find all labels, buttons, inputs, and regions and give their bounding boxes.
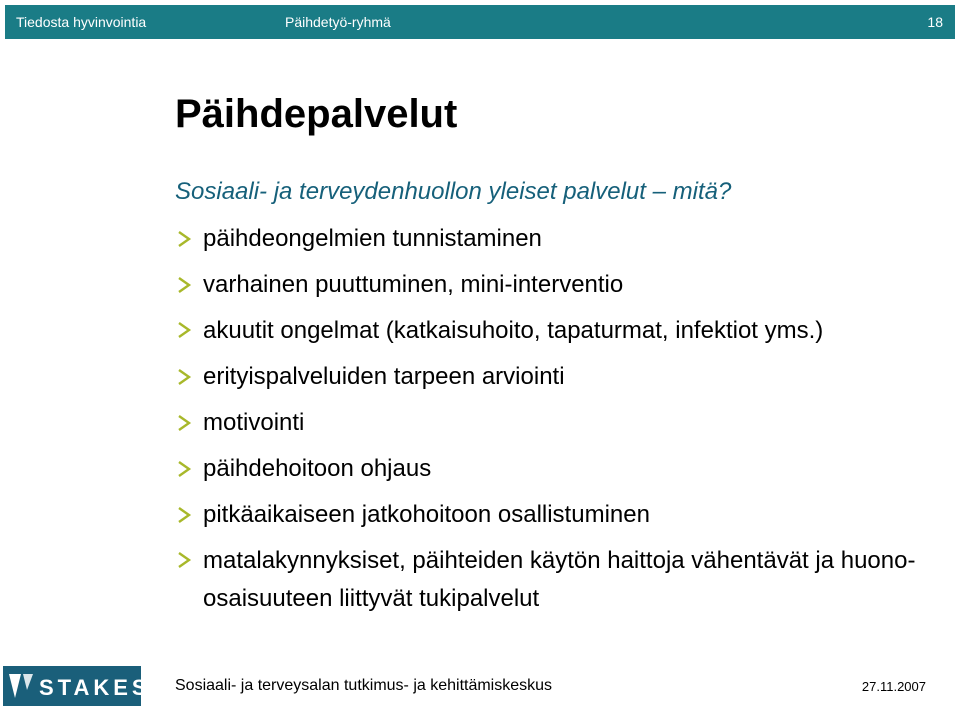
arrow-bullet-icon [175,321,193,339]
bullet-text: päihdehoitoon ohjaus [203,455,432,482]
footer-organization: Sosiaali- ja terveysalan tutkimus- ja kehittämiskeskus [175,677,553,694]
stakes-logo [3,666,141,706]
arrow-bullet-icon [175,276,193,294]
bullet-text: pitkäaikaiseen jatkohoitoon osallistuminen [203,501,650,528]
bullet-item [175,358,935,396]
slide-title: Päihdepalvelut [175,92,458,136]
arrow-bullet-icon [175,551,193,569]
bullet-item [175,404,935,442]
bullet-text: motivointi [203,409,305,436]
arrow-bullet-icon [175,414,193,432]
arrow-bullet-icon [175,460,193,478]
arrow-bullet-icon [175,506,193,524]
bullet-item [175,312,935,350]
bullet-text: matalakynnyksiset, päihteiden käytön haittoja vähentävät ja huono-osaisuuteen liittyvät tukipalvelut [203,547,916,612]
bullet-item [175,266,935,304]
bullet-text: akuutit ongelmat (katkaisuhoito, tapaturmat, infektiot yms.) [203,317,824,344]
bullet-text: päihdeongelmien tunnistaminen [203,225,542,252]
bullet-list [175,220,935,626]
arrow-bullet-icon [175,368,193,386]
bullet-item [175,542,935,618]
page-number: 18 [927,14,943,30]
header-center-text: Päihdetyö-ryhmä [285,14,391,30]
header-bar [5,5,955,39]
slide-subtitle: Sosiaali- ja terveydenhuollon yleiset palvelut – mitä? [175,178,732,205]
header-left-text: Tiedosta hyvinvointia [16,14,147,30]
bullet-item [175,450,935,488]
bullet-item [175,496,935,534]
logo-text: STAKES [39,675,141,700]
bullet-item [175,220,935,258]
bullet-text: varhainen puuttuminen, mini-interventio [203,271,624,298]
footer-date: 27.11.2007 [861,679,926,694]
arrow-bullet-icon [175,230,193,248]
stakes-logo-icon [3,666,141,706]
bullet-text: erityispalveluiden tarpeen arviointi [203,363,565,390]
